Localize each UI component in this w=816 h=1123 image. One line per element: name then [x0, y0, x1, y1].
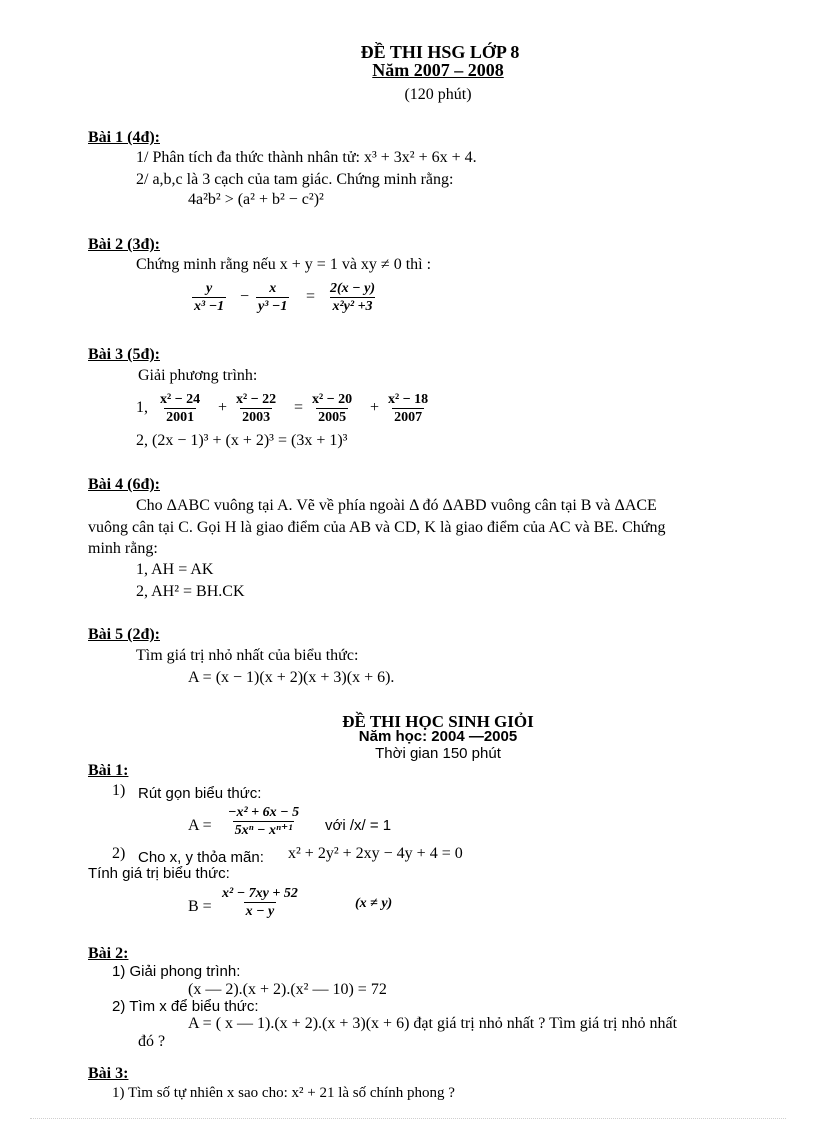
- exam1-b1-heading: Bài 1 (4đ):: [88, 129, 160, 146]
- exam1-b3-fraction-a: [158, 391, 202, 426]
- exam2-b1-b-fraction: [220, 885, 300, 920]
- exam1-b2-minus: −: [240, 288, 250, 305]
- exam1-b2-heading: Bài 2 (3đ):: [88, 236, 160, 253]
- exam1-duration: (120 phút): [404, 86, 472, 103]
- exam1-b2-fraction-3: [328, 280, 377, 315]
- fraction-denominator: 2003: [242, 410, 271, 425]
- exam1-b4-item1: 1, AH = AK: [136, 561, 214, 578]
- exam1-b4-para-line1: Cho ΔABC vuông tại A. Vẽ về phía ngoài Δ đó ΔABD vuông cân tại B và ΔACE: [136, 497, 657, 514]
- exam2-duration: Thời gian 150 phút: [375, 745, 501, 762]
- exam2-b1-b-condition: (x ≠ y): [355, 896, 393, 911]
- exam1-b1-line2: 2/ a,b,c là 3 cạch của tam giác. Chứng minh rằng:: [136, 171, 454, 188]
- exam1-b4-heading: Bài 4 (6đ):: [88, 476, 160, 493]
- exam2-b3-heading: Bài 3:: [88, 1065, 129, 1082]
- exam2-title: ĐỀ THI HỌC SINH GIỎI: [342, 712, 534, 731]
- exam2-b2-item2-end: đó ?: [138, 1033, 166, 1050]
- fraction-numerator: x² − 7xy + 52: [222, 886, 298, 901]
- exam1-b3-line2: 2, (2x − 1)³ + (x + 2)³ = (3x + 1)³: [136, 432, 348, 449]
- fraction-denominator: x³ −1: [194, 299, 225, 314]
- fraction-denominator: 2001: [166, 410, 195, 425]
- exam2-b2-item2-equation: A = ( x — 1).(x + 2).(x + 3)(x + 6) đạt giá trị nhỏ nhất ? Tìm giá trị nhỏ nhất: [188, 1015, 678, 1032]
- exam2-b1-a-label: A =: [188, 817, 212, 834]
- exam1-title: ĐỀ THI HSG LỚP 8: [360, 42, 520, 62]
- exam1-b2-fraction-2: [256, 280, 289, 315]
- exam1-b4-para-line2: vuông cân tại C. Gọi H là giao điểm của AB và CD, K là giao điểm của AC và BE. Chứng: [88, 519, 666, 536]
- fraction-denominator: 2005: [318, 410, 347, 425]
- exam2-b2-heading: Bài 2:: [88, 945, 129, 962]
- exam1-b3-fraction-b: [234, 391, 278, 426]
- exam1-b1-line1: 1/ Phân tích đa thức thành nhân tử: x³ + 3x² + 6x + 4.: [136, 149, 477, 166]
- exam1-b4-item2: 2, AH² = BH.CK: [136, 583, 245, 600]
- fraction-denominator: x − y: [245, 904, 275, 919]
- exam2-b1-b-label: B =: [188, 898, 212, 915]
- exam1-b3-plus-1: +: [218, 399, 228, 416]
- exam1-b3-plus-2: +: [370, 399, 380, 416]
- exam1-b3-prefix: 1,: [136, 399, 148, 416]
- fraction-numerator: x² − 24: [160, 392, 201, 407]
- exam1-b4-para-line3: minh rằng:: [88, 540, 158, 557]
- exam1-b2-fraction-1: [192, 280, 226, 315]
- fraction-denominator: 2007: [394, 410, 423, 425]
- exam1-b2-equals: =: [306, 288, 316, 305]
- exam1-b3-line1: Giải phương trình:: [138, 367, 258, 384]
- exam2-b2-item1: 1) Giải phong trình:: [112, 963, 241, 980]
- exam2-b1-num2: 2): [112, 845, 126, 862]
- exam2-b1-num1: 1): [112, 782, 126, 799]
- exam2-b1-a-condition: với /x/ = 1: [325, 817, 392, 834]
- fraction-numerator: x² − 22: [236, 392, 277, 407]
- exam2-year: Năm học: 2004 —2005: [358, 728, 518, 745]
- exam1-b3-fraction-c: [310, 391, 354, 426]
- exam2-b1-line2b: x² + 2y² + 2xy − 4y + 4 = 0: [288, 845, 463, 862]
- exam1-year: Năm 2007 – 2008: [372, 60, 504, 80]
- fraction-numerator: x² − 20: [312, 392, 353, 407]
- fraction-numerator: x² − 18: [388, 392, 429, 407]
- exam2-b1-heading: Bài 1:: [88, 762, 129, 779]
- exam1-b1-line3: 4a²b² > (a² + b² − c²)²: [188, 191, 324, 208]
- fraction-denominator: x²y² +3: [332, 299, 373, 314]
- exam1-b2-line1: Chứng minh rằng nếu x + y = 1 và xy ≠ 0 thì :: [136, 256, 432, 273]
- exam2-b2-item1-equation: (x — 2).(x + 2).(x² — 10) = 72: [188, 981, 387, 998]
- exam2-b1-line2a: Cho x, y thỏa mãn:: [138, 849, 264, 866]
- exam2-b1-a-fraction: [226, 804, 301, 839]
- exam1-b5-heading: Bài 5 (2đ):: [88, 626, 160, 643]
- fraction-numerator: −x² + 6x − 5: [228, 805, 300, 820]
- exam1-b3-equals: =: [294, 399, 304, 416]
- exam2-b2-item2: 2) Tìm x để biểu thức:: [112, 998, 259, 1015]
- exam2-b1-line1: Rút gọn biểu thức:: [138, 785, 262, 802]
- fraction-numerator: 2(x − y): [330, 281, 376, 296]
- fraction-denominator: y³ −1: [258, 299, 288, 314]
- fraction-numerator: x: [269, 281, 277, 296]
- exam2-b3-item1: 1) Tìm số tự nhiên x sao cho: x² + 21 là số chính phong ?: [112, 1085, 455, 1101]
- exam1-b5-line2: A = (x − 1)(x + 2)(x + 3)(x + 6).: [188, 669, 395, 686]
- exam1-b3-fraction-d: [386, 391, 430, 426]
- exam1-b3-heading: Bài 3 (5đ):: [88, 346, 160, 363]
- exam2-b1-line3: Tính giá trị biểu thức:: [88, 865, 230, 882]
- page-bottom-divider: [30, 1118, 786, 1119]
- exam1-b5-line1: Tìm giá trị nhỏ nhất của biểu thức:: [136, 647, 359, 664]
- fraction-numerator: y: [205, 281, 213, 296]
- fraction-denominator: 5xⁿ − xⁿ⁺¹: [234, 823, 293, 838]
